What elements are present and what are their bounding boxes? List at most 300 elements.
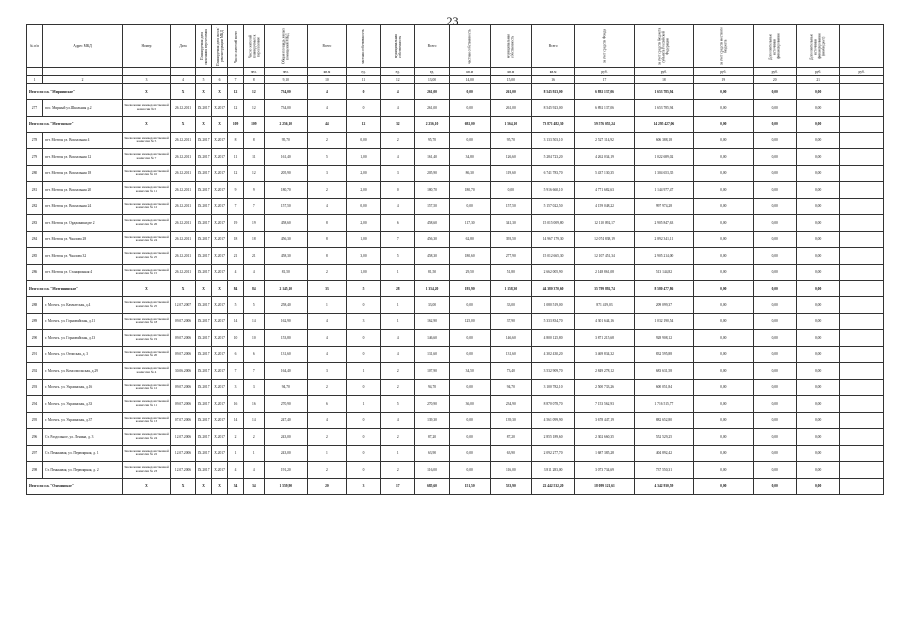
cell-ar: 63,90 <box>415 445 449 462</box>
cell-ar: 261,00 <box>415 84 449 100</box>
cell-cnt: 33 <box>308 281 347 297</box>
cell-cost: 2 092 277,70 <box>531 445 574 462</box>
cell-region: 1 653 785,94 <box>634 84 693 100</box>
cell-cnt: 44 <box>308 116 347 132</box>
column-number-cell: 4 <box>170 76 195 84</box>
row-plan-date: IX.2017 <box>196 231 212 248</box>
cell-ar-priv: 62,80 <box>449 231 490 248</box>
cell-local: 0,00 <box>694 84 753 100</box>
cell-res: 12 <box>228 100 244 117</box>
table-row <box>27 445 884 462</box>
row-demolition-date: X.2017 <box>212 198 228 215</box>
unit-cell <box>228 68 244 76</box>
cell-spare <box>840 429 884 446</box>
cell-ar-mun: 146,60 <box>490 330 531 347</box>
row-address: пгт. Мотгон ул. Чкалова 32 <box>42 248 122 265</box>
subtotal-row <box>27 116 884 132</box>
subtotal-row <box>27 281 884 297</box>
unit-cell: руб. <box>575 68 634 76</box>
cell-cnt-priv: 2,00 <box>346 182 380 199</box>
cell-cnt: 8 <box>308 248 347 265</box>
cell-cnt: 20 <box>308 478 347 494</box>
unit-cell: ед. <box>346 68 380 76</box>
cell-cnt-mun: 1 <box>381 445 415 462</box>
row-document: Заключение межведомственной комиссии № 23 <box>122 462 170 479</box>
cell-cnt-mun: 4 <box>381 412 415 429</box>
cell-cnt-mun: 28 <box>381 281 415 297</box>
cell-area: 1 559,90 <box>264 478 307 494</box>
cell-fund: 3 678 447,19 <box>575 412 634 429</box>
row-plan-date: IX.2017 <box>196 396 212 413</box>
cell-fund: 6 892 137,06 <box>575 100 634 117</box>
cell-local: 0,00 <box>694 281 753 297</box>
cell-extra2: 0,00 <box>796 84 839 100</box>
row-number: 279 <box>27 149 43 166</box>
row-address: пгт. Мотгон ул. Вокзальная 18 <box>42 165 122 182</box>
cell-cnt-priv: 0 <box>346 462 380 479</box>
cell-region: 600 051,84 <box>634 379 693 396</box>
cell-fund: 6 892 137,06 <box>575 84 634 100</box>
row-address: Ст. Пенькавая, ул. Первоярная, д. 1 <box>42 445 122 462</box>
cell-fund: 12 074 838,19 <box>575 231 634 248</box>
cell-cnt: 8 <box>308 215 347 232</box>
cell-cnt-mun: 2 <box>381 429 415 446</box>
cell-res-plan: 7 <box>244 363 265 380</box>
row-document: Заключение межведомственной комиссии № 13 <box>122 412 170 429</box>
cell-ar: 107,90 <box>415 363 449 380</box>
cell-region: 1 304 653,35 <box>634 165 693 182</box>
cell-cnt: 4 <box>308 198 347 215</box>
cell-extra2: 0,00 <box>796 100 839 117</box>
row-number: 281 <box>27 182 43 199</box>
cell-extra2: 0,00 <box>796 149 839 166</box>
row-number: 286 <box>27 264 43 281</box>
cell-res: 12 <box>228 165 244 182</box>
header-residents: Число жителей всего <box>228 25 244 68</box>
cell-res-plan: 5 <box>244 297 265 314</box>
row-document: Заключение межведомственной комиссии № 25 <box>122 297 170 314</box>
cell-cnt-priv: 1,00 <box>346 149 380 166</box>
table-row <box>27 396 884 413</box>
header-area-private: частная собственность <box>449 25 490 68</box>
cell-area: 247,40 <box>264 412 307 429</box>
cell-ar-mun: 116,00 <box>490 462 531 479</box>
header-cost-region: за счет средств бюджета субъекта Российской Федерации <box>634 25 693 68</box>
row-doc-date: 09.07.2006 <box>170 379 195 396</box>
cell-cnt: 1 <box>308 445 347 462</box>
cell-fund: 3 469 834,32 <box>575 346 634 363</box>
cell-cnt-priv: 2,00 <box>346 215 380 232</box>
cell-spare <box>840 313 884 330</box>
cell-extra: 0,00 <box>753 462 796 479</box>
cell-area: 458,60 <box>264 215 307 232</box>
row-demolition-date: X.2017 <box>212 330 228 347</box>
cell-extra: 0,00 <box>753 165 796 182</box>
cell-region: 1 144 977,47 <box>634 182 693 199</box>
row-address: пгт. Мотгон ул. Вокзальная 4 <box>42 132 122 149</box>
cell-extra: 0,00 <box>753 182 796 199</box>
header-plan-date: Планируемая дата окончания переселения <box>196 25 212 68</box>
column-number-cell: 3 <box>122 76 170 84</box>
row-plan-date: IX.2017 <box>196 198 212 215</box>
unit-cell: кв.м <box>490 68 531 76</box>
row-number: 283 <box>27 215 43 232</box>
cell-ar: 685,60 <box>415 478 449 494</box>
cell-ar-mun: 95,70 <box>490 132 531 149</box>
cell-area: 153,80 <box>264 330 307 347</box>
cell-extra2: 0,00 <box>796 198 839 215</box>
cell-fund: 2 148 861,08 <box>575 264 634 281</box>
cell-ar: 146,60 <box>415 330 449 347</box>
cell-extra2: 0,00 <box>796 231 839 248</box>
cell-region: 1 032 190,54 <box>634 313 693 330</box>
cell-ar-mun: 533,90 <box>490 478 531 494</box>
subtotal-x: X <box>170 281 195 297</box>
cell-cnt-mun: 4 <box>381 84 415 100</box>
cell-region: 14 295 427,06 <box>634 116 693 132</box>
cell-local: 0,00 <box>694 330 753 347</box>
cell-res-plan: 109 <box>244 116 265 132</box>
row-plan-date: IX.2017 <box>196 445 212 462</box>
cell-res: 10 <box>228 330 244 347</box>
column-number-cell: 14,00 <box>449 76 490 84</box>
row-doc-date: 26.12.2011 <box>170 215 195 232</box>
column-number-cell: 6 <box>212 76 228 84</box>
row-document: Заключение межведомственной комиссии № 7 <box>122 149 170 166</box>
row-demolition-date: X.2017 <box>212 231 228 248</box>
cell-extra: 0,00 <box>753 313 796 330</box>
row-demolition-date: X.2017 <box>212 462 228 479</box>
row-doc-date: 26.12.2011 <box>170 149 195 166</box>
cell-res: 14 <box>228 412 244 429</box>
row-document: Заключение межведомственной комиссии № 15 <box>122 264 170 281</box>
cell-cnt: 4 <box>308 313 347 330</box>
unit-cell <box>122 68 170 76</box>
row-doc-date: 26.12.2011 <box>170 100 195 117</box>
cell-res: 11 <box>228 149 244 166</box>
subtotal-x: X <box>170 84 195 100</box>
row-document: Заключение межведомственной комиссии № 11 <box>122 182 170 199</box>
unit-cell <box>27 68 43 76</box>
cell-extra: 0,00 <box>753 478 796 494</box>
cell-res-plan: 12 <box>244 84 265 100</box>
cell-local: 0,00 <box>694 462 753 479</box>
cell-cnt-mun: 4 <box>381 198 415 215</box>
cell-ar-mun: 87,20 <box>490 429 531 446</box>
cell-res-plan: 8 <box>244 132 265 149</box>
row-document: Заключение межведомственной комиссии № 19 <box>122 330 170 347</box>
unit-cell: руб. <box>634 68 693 76</box>
page-number: 23 <box>446 14 459 28</box>
row-plan-date: IX.2017 <box>196 462 212 479</box>
cell-ar: 95,70 <box>415 132 449 149</box>
row-plan-date: IX.2017 <box>196 248 212 265</box>
unit-cell: кв.м <box>449 68 490 76</box>
cell-ar-mun: 94,70 <box>490 379 531 396</box>
subtotal-x: X <box>212 84 228 100</box>
cell-fund: 2 527 114,92 <box>575 132 634 149</box>
column-number-cell: 19 <box>694 76 753 84</box>
cell-spare <box>840 198 884 215</box>
row-plan-date: IX.2017 <box>196 330 212 347</box>
subtotal-x: X <box>122 84 170 100</box>
cell-extra2: 0,00 <box>796 116 839 132</box>
cell-cost: 5 284 723,20 <box>531 149 574 166</box>
cell-ar: 458,30 <box>415 248 449 265</box>
cell-ar-priv: 29,50 <box>449 264 490 281</box>
cell-res-plan: 19 <box>244 215 265 232</box>
row-plan-date: IX.2017 <box>196 379 212 396</box>
row-demolition-date: X.2017 <box>212 412 228 429</box>
cell-area: 258,40 <box>264 297 307 314</box>
row-number: 291 <box>27 346 43 363</box>
cell-spare <box>840 462 884 479</box>
table-row <box>27 231 884 248</box>
row-doc-date: 26.12.2011 <box>170 165 195 182</box>
row-demolition-date: X.2017 <box>212 346 228 363</box>
cell-region: 606 388,18 <box>634 132 693 149</box>
cell-local: 0,00 <box>694 412 753 429</box>
cell-res: 4 <box>228 462 244 479</box>
cell-res-plan: 34 <box>244 478 265 494</box>
row-doc-date: 12.07.2006 <box>170 429 195 446</box>
column-number-cell: 20 <box>753 76 796 84</box>
cell-cost: 5 916 660,10 <box>531 182 574 199</box>
cell-extra: 0,00 <box>753 198 796 215</box>
cell-area: 734,00 <box>264 100 307 117</box>
cell-cnt-priv: 3,00 <box>346 248 380 265</box>
row-plan-date: IX.2017 <box>196 215 212 232</box>
resettlement-table <box>26 24 884 495</box>
cell-ar-mun: 126,60 <box>490 149 531 166</box>
cell-extra2: 0,00 <box>796 346 839 363</box>
cell-ar-mun: 73,40 <box>490 363 531 380</box>
table-row <box>27 313 884 330</box>
cell-cost: 4 302 430,20 <box>531 346 574 363</box>
column-number-cell: 12 <box>381 76 415 84</box>
cell-ar-mun: 33,00 <box>490 297 531 314</box>
cell-extra: 0,00 <box>753 396 796 413</box>
cell-cnt-priv: 0 <box>346 379 380 396</box>
cell-area: 270,90 <box>264 396 307 413</box>
cell-region: 209 099,37 <box>634 297 693 314</box>
cell-ar-mun: 157,50 <box>490 198 531 215</box>
cell-res: 2 <box>228 429 244 446</box>
cell-extra: 0,00 <box>753 412 796 429</box>
cell-region: 928 908,12 <box>634 330 693 347</box>
cell-ar-mun: 261,00 <box>490 100 531 117</box>
cell-extra: 0,00 <box>753 264 796 281</box>
cell-ar-priv: 0,00 <box>449 445 490 462</box>
cell-cnt: 2 <box>308 429 347 446</box>
cell-cnt-mun: 0 <box>381 182 415 199</box>
cell-cnt-mun: 7 <box>381 231 415 248</box>
row-demolition-date: X.2017 <box>212 429 228 446</box>
cell-spare <box>840 215 884 232</box>
cell-ar: 139,30 <box>415 412 449 429</box>
cell-spare <box>840 281 884 297</box>
cell-cnt-mun: 2 <box>381 132 415 149</box>
cell-ar: 94,70 <box>415 379 449 396</box>
row-demolition-date: X.2017 <box>212 100 228 117</box>
cell-spare <box>840 264 884 281</box>
cell-ar-priv: 0,00 <box>449 84 490 100</box>
cell-cost: 14 967 179,30 <box>531 231 574 248</box>
cell-fund: 4 301 644,16 <box>575 313 634 330</box>
cell-cnt-mun: 4 <box>381 149 415 166</box>
cell-fund: 3 073 734,69 <box>575 462 634 479</box>
cell-cost: 3 532 909,70 <box>531 363 574 380</box>
cell-cnt-priv: 5 <box>346 281 380 297</box>
row-demolition-date: X.2017 <box>212 313 228 330</box>
table-row <box>27 297 884 314</box>
cell-res: 21 <box>228 248 244 265</box>
table-row <box>27 412 884 429</box>
header-area-municipal: муниципальная собственность <box>490 25 531 68</box>
row-number: 285 <box>27 248 43 265</box>
cell-ar-priv: 86,30 <box>449 165 490 182</box>
subtotal-label: Итого по г.п. "Мотгининское" <box>27 281 123 297</box>
cell-local: 0,00 <box>694 297 753 314</box>
cell-res-plan: 4 <box>244 264 265 281</box>
cell-fund: 1 687 385,28 <box>575 445 634 462</box>
cell-res-plan: 4 <box>244 462 265 479</box>
cell-local: 0,00 <box>694 346 753 363</box>
cell-local: 0,00 <box>694 248 753 265</box>
row-doc-date: 07.07.2006 <box>170 412 195 429</box>
cell-cost: 3 100 782,10 <box>531 379 574 396</box>
cell-ar-mun: 119,60 <box>490 165 531 182</box>
row-address: пгт. Мотгон ул. Вокзальная 12 <box>42 149 122 166</box>
row-number: 278 <box>27 132 43 149</box>
cell-fund: 4 771 682,63 <box>575 182 634 199</box>
row-doc-date: 26.12.2011 <box>170 248 195 265</box>
cell-cost: 8 545 923,00 <box>531 84 574 100</box>
row-doc-date: 09.07.2006 <box>170 396 195 413</box>
cell-ar-mun: 234,90 <box>490 396 531 413</box>
unit-cell: руб. <box>753 68 796 76</box>
cell-extra: 0,00 <box>753 363 796 380</box>
cell-res: 16 <box>228 396 244 413</box>
column-number-cell: 8 <box>244 76 265 84</box>
row-address: г. Мосчгь. ул. Горновайская, д.11 <box>42 313 122 330</box>
row-number: 293 <box>27 379 43 396</box>
column-number-cell: 10 <box>308 76 347 84</box>
row-address: г. Мосчгь. ул. Горновайская, д.13 <box>42 330 122 347</box>
row-address: Ст. Пенькавая, ул. Первоярная, д. 2 <box>42 462 122 479</box>
cell-res: 109 <box>228 116 244 132</box>
subtotal-x: X <box>196 84 212 100</box>
cell-cnt-mun: 17 <box>381 478 415 494</box>
cell-cost: 4 561 099,90 <box>531 412 574 429</box>
cell-res-plan: 3 <box>244 379 265 396</box>
cell-spare <box>840 363 884 380</box>
row-document: Заключение межведомственной комиссии № 22 <box>122 445 170 462</box>
row-number: 298 <box>27 462 43 479</box>
row-address: пгт. Мотгон ул. Станционная 4 <box>42 264 122 281</box>
cell-area: 161,40 <box>264 149 307 166</box>
row-plan-date: IX.2017 <box>196 412 212 429</box>
cell-cnt: 2 <box>308 379 347 396</box>
cell-area: 734,00 <box>264 84 307 100</box>
cell-ar: 456,30 <box>415 231 449 248</box>
table-row <box>27 429 884 446</box>
cell-spare <box>840 330 884 347</box>
cell-extra2: 0,00 <box>796 313 839 330</box>
row-number: 277 <box>27 100 43 117</box>
cell-res-plan: 14 <box>244 412 265 429</box>
cell-region: 1 653 785,94 <box>634 100 693 117</box>
cell-res: 7 <box>228 363 244 380</box>
cell-spare <box>840 149 884 166</box>
cell-res-plan: 21 <box>244 248 265 265</box>
row-number: 282 <box>27 198 43 215</box>
cell-area: 131,60 <box>264 346 307 363</box>
row-demolition-date: X.2017 <box>212 165 228 182</box>
cell-cnt-priv: 12 <box>346 116 380 132</box>
table-row <box>27 346 884 363</box>
cell-cost: 44 380 370,60 <box>531 281 574 297</box>
cell-ar-priv: 692,00 <box>449 116 490 132</box>
table-row <box>27 379 884 396</box>
subtotal-x: X <box>170 478 195 494</box>
cell-local: 0,00 <box>694 198 753 215</box>
cell-ar: 205,90 <box>415 165 449 182</box>
row-document: Заключение межведомственной комиссии № 12 <box>122 379 170 396</box>
row-plan-date: IX.2017 <box>196 297 212 314</box>
row-demolition-date: X.2017 <box>212 132 228 149</box>
header-no: № п/п <box>27 25 43 68</box>
cell-area: 191,20 <box>264 462 307 479</box>
cell-local: 0,00 <box>694 116 753 132</box>
cell-ar-mun: 1 564,10 <box>490 116 531 132</box>
cell-ar: 180,70 <box>415 182 449 199</box>
cell-area: 81,50 <box>264 264 307 281</box>
row-demolition-date: X.2017 <box>212 182 228 199</box>
row-address: пгт. Мотгон ул. Вокзальная 20 <box>42 182 122 199</box>
cell-res-plan: 2 <box>244 429 265 446</box>
cell-fund: 12 107 451,34 <box>575 248 634 265</box>
cell-region: 2 892 341,11 <box>634 231 693 248</box>
row-address: пгт. Мотгон ул. Вокзальная 24 <box>42 198 122 215</box>
cell-fund: 2 849 278,12 <box>575 363 634 380</box>
cell-fund: 18 099 121,61 <box>575 478 634 494</box>
row-document: Заключение межведомственной комиссии № 20 <box>122 346 170 363</box>
subtotal-x: X <box>196 478 212 494</box>
unit-cell: кв.м <box>531 68 574 76</box>
subtotal-x: X <box>212 281 228 297</box>
cell-local: 0,00 <box>694 149 753 166</box>
cell-spare <box>840 478 884 494</box>
unit-cell: кв.м <box>308 68 347 76</box>
cell-res: 84 <box>228 281 244 297</box>
cell-local: 0,00 <box>694 396 753 413</box>
header-cost-extra2: Дополнительные источники финансирования (внебюджет) <box>796 25 839 68</box>
cell-ar: 162,90 <box>415 313 449 330</box>
cell-spare <box>840 445 884 462</box>
cell-cnt: 2 <box>308 264 347 281</box>
cell-fund: 3 871 215,68 <box>575 330 634 347</box>
cell-cost: 1 080 519,00 <box>531 297 574 314</box>
cell-region: 513 144,82 <box>634 264 693 281</box>
cell-fund: 4 262 034,19 <box>575 149 634 166</box>
cell-ar: 1 354,20 <box>415 281 449 297</box>
cell-spare <box>840 412 884 429</box>
cell-cnt-mun: 1 <box>381 297 415 314</box>
subtotal-label: Итого по г.п. "Мотгонское" <box>27 116 123 132</box>
cell-local: 0,00 <box>694 132 753 149</box>
cell-area: 164,40 <box>264 363 307 380</box>
